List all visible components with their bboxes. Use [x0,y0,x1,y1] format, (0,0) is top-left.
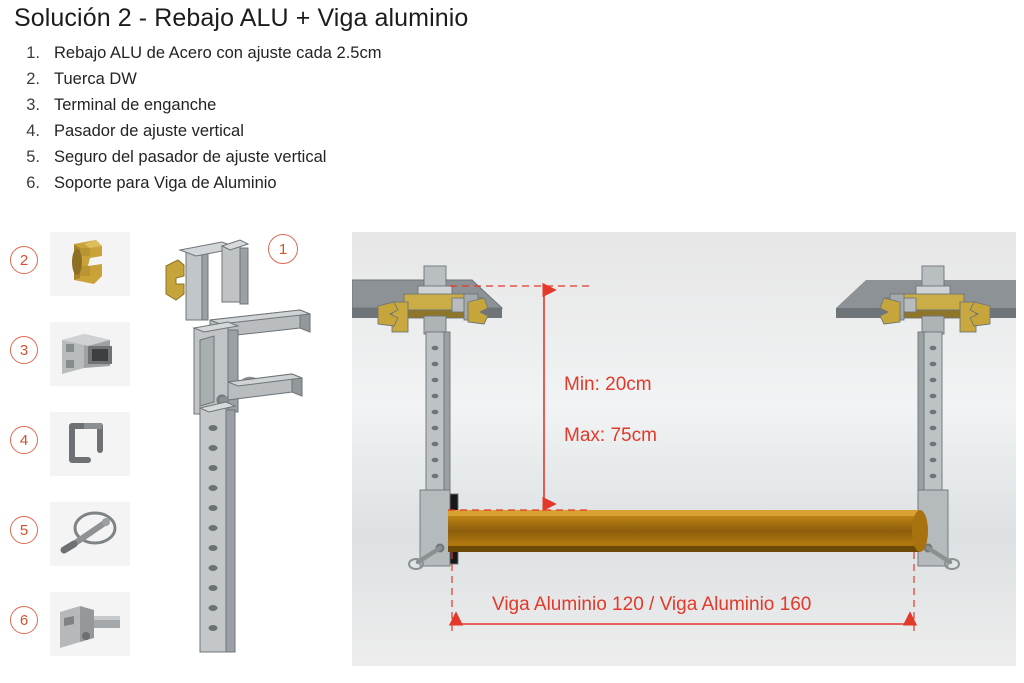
thumbnail-image-tuerca-dw [50,232,130,296]
list-item [14,44,574,70]
part-badge-4: 4 [10,426,38,454]
part-badge-5: 5 [10,516,38,544]
beam-length-label: Viga Aluminio 120 / Viga Aluminio 160 [492,594,812,615]
assembly-rebajo-alu-diagram [150,232,340,662]
part-badge-1: 1 [268,234,298,264]
list-item-number: 3. [26,96,40,114]
list-item-number: 6. [26,174,40,192]
list-item [14,96,574,122]
thumbnail-image-pasador [50,412,130,476]
list-item-label: Tuerca DW [54,70,137,88]
list-item-label: Terminal de enganche [54,96,217,114]
part-badge-3: 3 [10,336,38,364]
dimension-min-label: Min: 20cm [564,374,652,395]
thumbnail-terminal-de-enganche[interactable] [8,322,134,386]
thumbnail-image-terminal-de-enganche [50,322,130,386]
thumbnail-soporte-viga[interactable] [8,592,134,656]
thumbnail-pasador-ajuste-vertical[interactable] [8,412,134,476]
list-item [14,148,574,174]
thumbnail-tuerca-dw[interactable] [8,232,134,296]
page-title: Solución 2 - Rebajo ALU + Viga aluminio [14,4,469,32]
list-item [14,174,574,200]
legend-list [14,44,574,200]
dimension-max-label: Max: 75cm [564,425,657,446]
list-item-label: Pasador de ajuste vertical [54,122,244,140]
thumbnail-image-soporte-viga [50,592,130,656]
installation-diagram-panel [352,232,1016,666]
list-item-number: 4. [26,122,40,140]
list-item-number: 2. [26,70,40,88]
thumbnail-image-seguro-pasador [50,502,130,566]
list-item-label: Soporte para Viga de Aluminio [54,174,277,192]
list-item [14,70,574,96]
aluminium-beam [448,510,928,552]
list-item-number: 1. [26,44,40,62]
part-badge-6: 6 [10,606,38,634]
list-item-label: Rebajo ALU de Acero con ajuste cada 2.5cm [54,44,382,62]
part-badge-2: 2 [10,246,38,274]
list-item [14,122,574,148]
thumbnail-seguro-pasador[interactable] [8,502,134,566]
list-item-number: 5. [26,148,40,166]
list-item-label: Seguro del pasador de ajuste vertical [54,148,327,166]
